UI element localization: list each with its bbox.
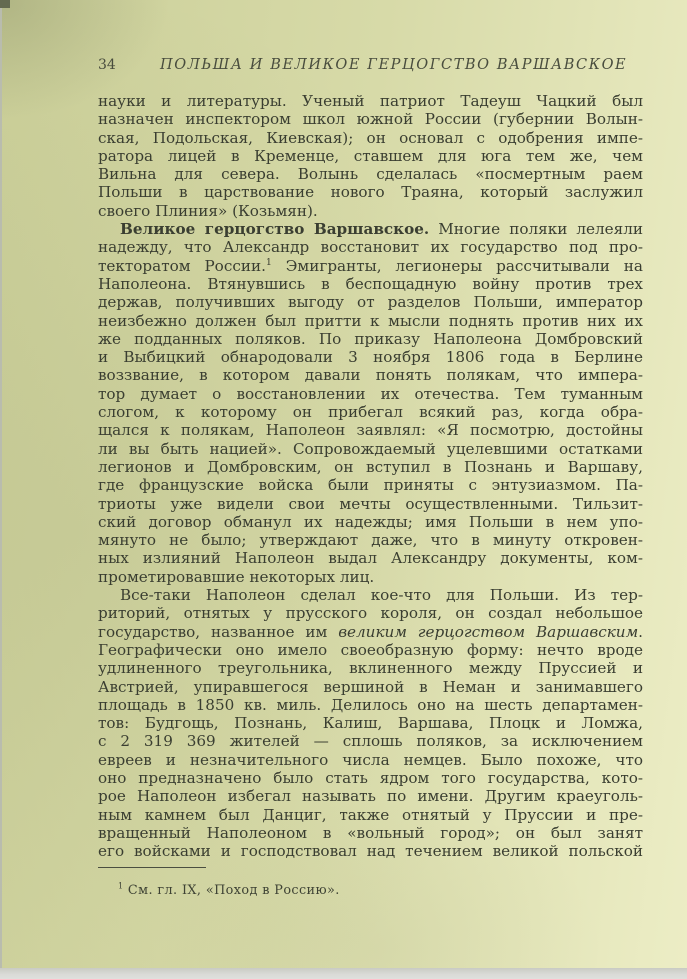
text-line: неизбежно должен был притти к мысли поднять против них их <box>98 311 643 330</box>
text-line: тор думает о восстановлении их отечества. Тем туманным <box>98 384 643 403</box>
footnote: $^1$ См. гл. IX, «Поход в Россию». <box>118 882 340 899</box>
text-line: держав, получивших выгоду от разделов Польши, император <box>98 293 643 312</box>
text-line: Австрией, упиравшегося вершиной в Неман и занимавшего <box>98 677 643 696</box>
page-number: 34 <box>98 57 116 73</box>
running-head <box>98 57 643 73</box>
scan-corner-artifact <box>0 0 10 8</box>
text-line: ных излияний Наполеон выдал Александру документы, ком- <box>98 549 643 568</box>
scan-bottom-edge <box>0 968 687 979</box>
text-line: мянуто не было; утверждают даже, что в минуту откровен- <box>98 531 643 550</box>
text-line: с 2 319 369 жителей — сплошь поляков, за исключением <box>98 732 643 751</box>
paragraph <box>98 92 643 220</box>
text-line: ратора лицей в Кременце, ставшем для юга тем же, чем <box>98 146 643 165</box>
paragraph <box>98 586 643 860</box>
text-line: площадь в 1850 кв. миль. Делилось оно на шесть департамен- <box>98 695 643 714</box>
text-line: удлиненного треугольника, вклиненного между Пруссией и <box>98 659 643 678</box>
text-line: Великое герцогство Варшавское. Многие поляки лелеяли <box>120 220 644 239</box>
text-line: слогом, к которому он прибегал всякий раз, когда обра- <box>98 403 643 422</box>
text-line: рое Наполеон избегал называть по имени. Другим краеуголь- <box>98 787 643 806</box>
text-line: воззвание, в котором давали понять полякам, что импера- <box>98 366 643 385</box>
text-line: ли вы быть нацией». Сопровождаемый уцелевшими остатками <box>98 439 643 458</box>
book-page <box>2 0 687 968</box>
text-line: же подданных поляков. По приказу Наполеона Домбровский <box>98 329 643 348</box>
text-line: евреев и незначительного числа немцев. Было похоже, что <box>98 750 643 769</box>
text-line: где французские войска были приняты с энтузиазмом. Па- <box>98 476 643 495</box>
scan-left-edge <box>0 0 2 968</box>
text-line: ский договор обманул их надежды; имя Польши в нем упо- <box>98 512 643 531</box>
text-line: Все-таки Наполеон сделал кое-что для Польши. Из тер- <box>120 586 643 605</box>
footnote-rule <box>98 867 206 868</box>
text-line: науки и литературы. Ученый патриот Тадеуш Чацкий был <box>98 92 643 110</box>
text-line: прометировавшие некоторых лиц. <box>98 567 375 586</box>
text-line: Географически оно имело своеобразную форму: нечто вроде <box>98 640 643 659</box>
chapter-title: ПОЛЬША И ВЕЛИКОЕ ГЕРЦОГСТВО ВАРШАВСКОЕ <box>160 57 628 73</box>
body-text <box>98 92 643 860</box>
text-line: легионов и Домбровским, он вступил в Познань и Варшаву, <box>98 457 643 476</box>
text-line: щался к полякам, Наполеон заявлял: «Я посмотрю, достойны <box>98 421 643 440</box>
text-line: Польши в царствование нового Траяна, который заслужил <box>98 183 643 202</box>
text-line: оно предназначено было стать ядром того государства, кото- <box>98 768 643 787</box>
text-line: текторатом России.$^1$ Эмигранты, легионеры рассчитывали на <box>98 256 643 275</box>
text-line: Вильна для севера. Волынь сделалась «посмертным раем <box>98 165 643 184</box>
text-line: риторий, отнятых у прусского короля, он создал небольшое <box>98 604 643 623</box>
text-line: тов: Будгощь, Познань, Калиш, Варшава, Плоцк и Ломжа, <box>98 714 643 733</box>
text-line: ным камнем был Данциг, также отнятый у Пруссии и пре- <box>98 805 643 824</box>
text-line: своего Плиния» (Козьмян). <box>98 201 318 220</box>
text-line: и Выбицкий обнародовали 3 ноября 1806 года в Берлине <box>98 348 643 367</box>
text-line: вращенный Наполеоном в «вольный город»; он был занят <box>98 823 643 842</box>
text-line: ская, Подольская, Киевская); он основал с одобрения импе- <box>98 128 643 147</box>
paragraph <box>98 220 643 586</box>
text-line: Наполеона. Втянувшись в беспощадную войну против трех <box>98 274 643 293</box>
text-line: надежду, что Александр восстановит их государство под про- <box>98 238 643 257</box>
text-line: триоты уже видели свои мечты осуществленными. Тильзит- <box>98 494 643 513</box>
text-line: его войсками и господствовал над течением великой польской <box>98 842 643 861</box>
text-line: государство, названное им великим герцогством Варшавским. <box>98 622 643 641</box>
text-line: назначен инспектором школ южной России (губернии Волын- <box>98 110 643 129</box>
